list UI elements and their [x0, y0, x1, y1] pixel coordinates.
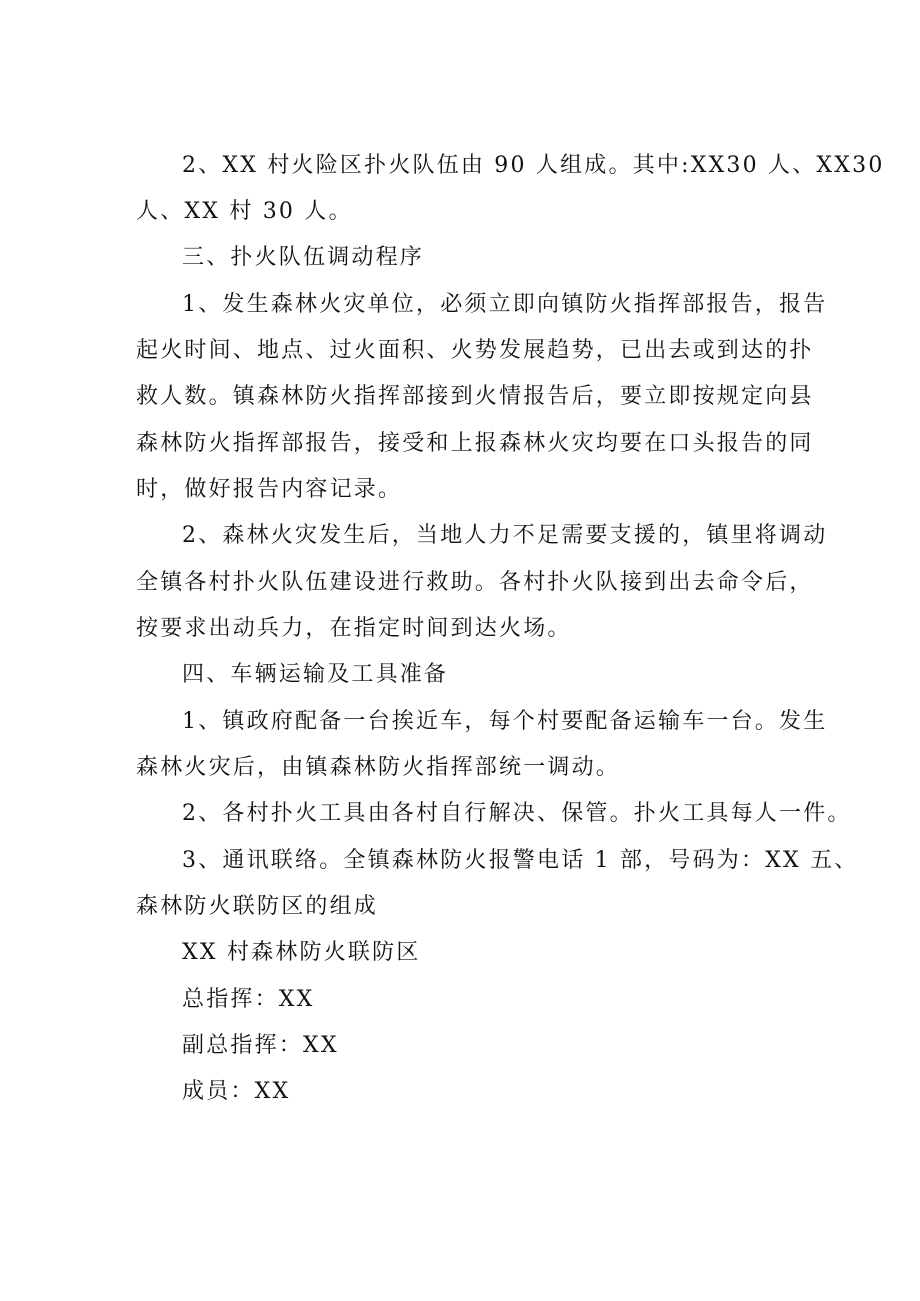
- paragraph-line: 时，做好报告内容记录。: [136, 477, 403, 502]
- paragraph-line: 2、各村扑火工具由各村自行解决、保管。扑火工具每人一件。: [182, 801, 852, 826]
- paragraph-line: 森林防火联防区的组成: [136, 894, 379, 919]
- paragraph-line: XX 村森林防火联防区: [182, 940, 421, 965]
- paragraph-line: 森林火灾后，由镇森林防火指挥部统一调动。: [136, 755, 621, 780]
- paragraph-line: 人、XX 村 30 人。: [136, 199, 353, 224]
- paragraph-line: 按要求出动兵力，在指定时间到达火场。: [136, 616, 572, 641]
- paragraph-line: 总指挥：XX: [182, 987, 315, 1012]
- paragraph-line: 森林防火指挥部报告，接受和上报森林火灾均要在口头报告的同: [136, 431, 814, 456]
- paragraph-line: 3、通讯联络。全镇森林防火报警电话 1 部，号码为：XX 五、: [182, 848, 859, 873]
- paragraph-line: 1、镇政府配备一台挨近车，每个村要配备运输车一台。发生: [182, 709, 828, 734]
- paragraph-line: 成员：XX: [182, 1079, 291, 1104]
- paragraph-line: 救人数。镇森林防火指挥部接到火情报告后，要立即按规定向县: [136, 384, 814, 409]
- paragraph-line: 2、森林火灾发生后，当地人力不足需要支援的，镇里将调动: [182, 523, 828, 548]
- paragraph-line: 起火时间、地点、过火面积、火势发展趋势，已出去或到达的扑: [136, 338, 814, 363]
- section-heading: 四、车辆运输及工具准备: [182, 662, 449, 687]
- paragraph-line: 副总指挥：XX: [182, 1033, 339, 1058]
- paragraph-line: 2、XX 村火险区扑火队伍由 90 人组成。其中:XX30 人、XX30: [182, 153, 885, 178]
- paragraph-line: 1、发生森林火灾单位，必须立即向镇防火指挥部报告，报告: [182, 292, 828, 317]
- section-heading: 三、扑火队伍调动程序: [182, 245, 425, 270]
- paragraph-line: 全镇各村扑火队伍建设进行救助。各村扑火队接到出去命令后，: [136, 570, 814, 595]
